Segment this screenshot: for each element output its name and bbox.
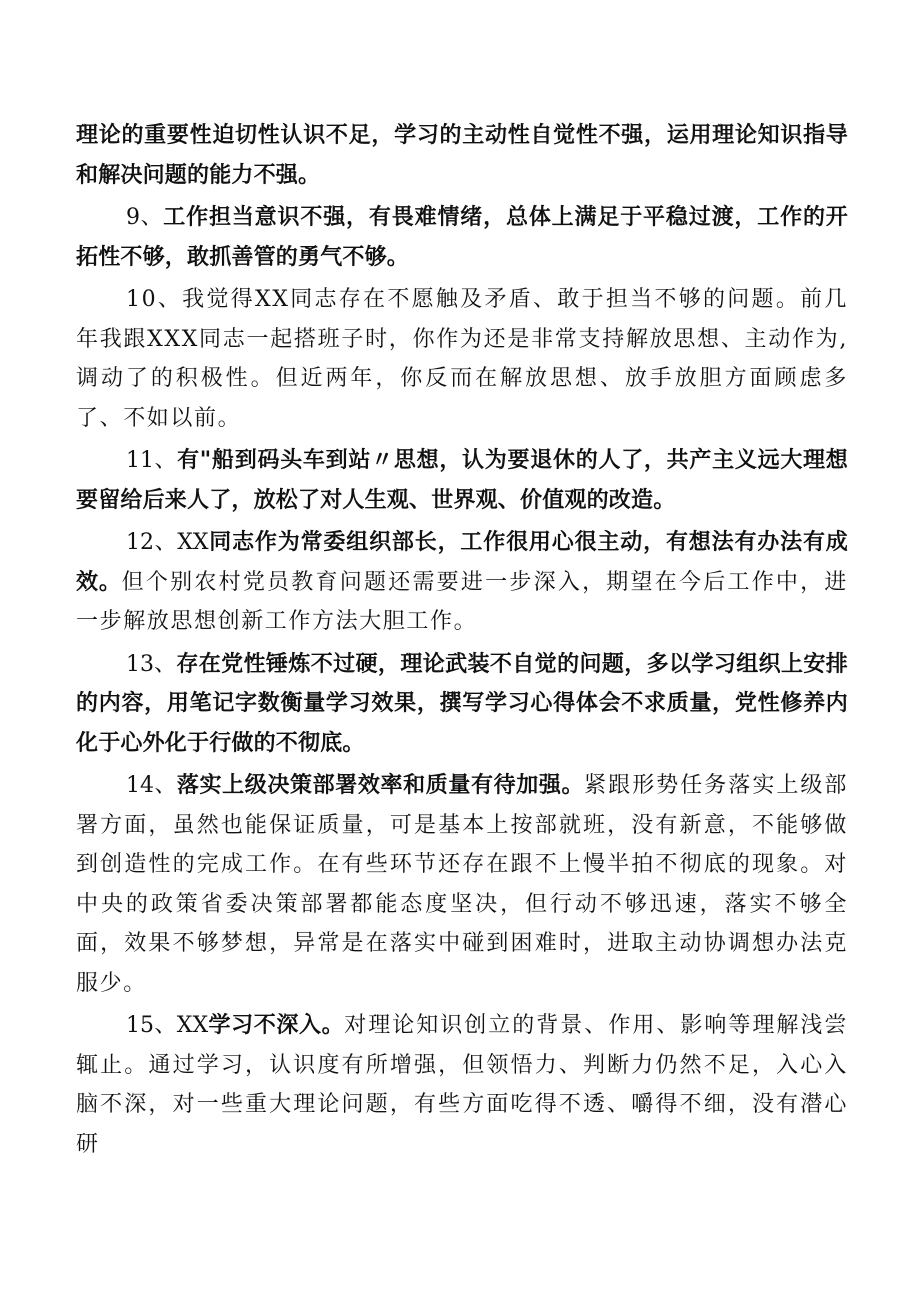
paragraph-text-bold: 同志作为常委组织部长，工作很用心很主动，有想法有办法有成效。 — [76, 530, 848, 595]
paragraph-13 — [76, 645, 848, 764]
paragraph-text: 工作担当意识不强，有畏难情绪，总体上满足于平稳过渡，工作的开拓性不够，敢抓善管的勇气不够。 — [76, 205, 848, 270]
paragraph-heading: 学习不深入。 — [208, 1013, 345, 1038]
paragraph-15 — [76, 1006, 848, 1164]
paragraph-text: 紧跟形势任务落实上级部署方面，虽然也能保证质量，可是基本上按部就班，没有新意，不能够做到创造性的完成工作。在有些环节还存在跟不上慢半拍不彻底的现象。对中央的政策省委决策部署都能态度坚决，但行动不够迅速，落实不够全面，效果不够梦想，异常是在落实中碰到困难时，进取主动协调想办法克服少。 — [76, 773, 849, 996]
item-number: 9、 — [126, 205, 164, 230]
paragraph-1 — [76, 116, 848, 195]
paragraph-14 — [76, 766, 848, 1003]
paragraph-text: 存在党性锤炼不过硬，理论武装不自觉的问题，多以学习组织上安排的内容，用笔记字数衡量学习效果，撰写学习心得体会不求质量，党性修养内化于心外化于行做的不彻底。 — [76, 651, 848, 756]
paragraph-9 — [76, 198, 848, 277]
item-number: 12、XX — [126, 530, 209, 555]
item-number: 15、XX — [126, 1013, 209, 1038]
document-page — [76, 116, 848, 1167]
paragraph-text: 有"船到码头车到站〃思想，认为要退休的人了，共产主义远大理想要留给后来人了，放松了对人生观、世界观、价值观的改造。 — [76, 448, 848, 513]
paragraph-heading: 落实上级决策部署效率和质量有待加强。 — [176, 773, 585, 798]
paragraph-11 — [76, 441, 848, 520]
paragraph-text: 理论的重要性迫切性认识不足，学习的主动性自觉性不强，运用理论知识指导和解决问题的能力不强。 — [76, 123, 848, 188]
paragraph-text: 但个别农村党员教育问题还需要进一步深入，期望在今后工作中，进一步解放思想创新工作方法大胆工作。 — [76, 569, 848, 634]
paragraph-text: 对理论知识创立的背景、作用、影响等理解浅尝辄止。通过学习，认识度有所增强，但领悟力、判断力仍然不足，入心入脑不深，对一些重大理论问题，有些方面吃得不透、嚼得不细，没有潜心研 — [76, 1013, 848, 1157]
item-number: 13、 — [126, 651, 177, 677]
paragraph-10 — [76, 280, 848, 438]
paragraph-text: 10、我觉得XX同志存在不愿触及矛盾、敢于担当不够的问题。前几年我跟XXX同志一起搭班子时，你作为还是非常支持解放思想、主动作为,调动了的积极性。但近两年，你反而在解放思想、放手放胆方面顾虑多了、不如以前。 — [76, 287, 848, 431]
item-number: 14、 — [126, 773, 177, 798]
item-number: 11、 — [126, 448, 178, 473]
paragraph-12 — [76, 523, 848, 642]
